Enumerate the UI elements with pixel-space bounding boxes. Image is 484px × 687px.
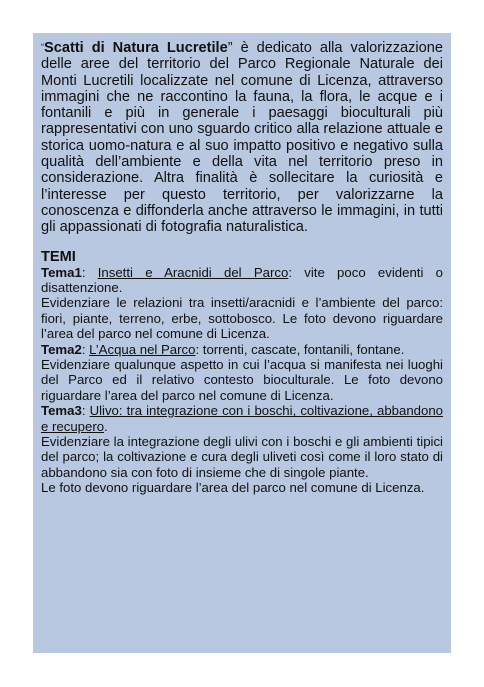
tema3-sep: : xyxy=(81,403,90,419)
open-quote: “ xyxy=(41,42,44,52)
tema2-body: Evidenziare qualunque aspetto in cui l’acqua si manifesta nei luoghi del Parco ed il relativo contesto bioculturale. Le foto devono riguardare l’area del parco nel comune di Licenza. xyxy=(41,357,443,403)
tema1-label: Tema1 xyxy=(41,264,82,280)
tema3-section xyxy=(41,403,443,495)
tema2-title: L’Acqua nel Parco xyxy=(89,341,196,357)
tema1-rest: : vite poco evidenti o disattenzione. xyxy=(41,264,443,295)
tema3-body: Evidenziare la integrazione degli ulivi con i boschi e gli ambienti tipici del parco; la coltivazione e cura degli uliveti così come il loro stato di abbandono sia con foto di insieme che di singole piante. xyxy=(41,434,443,480)
tema1-body: Evidenziare le relazioni tra insetti/aracnidi e l’ambiente del parco: fiori, piante, terreno, erbe, sottobosco. Le foto devono riguardare l’area del parco nel comune di Licenza. xyxy=(41,295,443,342)
tema1-heading xyxy=(41,265,443,296)
tema3-title: Ulivo: tra integrazione con i boschi, coltivazione, abbandono e recupero xyxy=(41,403,444,434)
tema2-heading xyxy=(41,342,443,357)
temi-heading: TEMI xyxy=(41,248,76,265)
tema1-title: Insetti e Aracnidi del Parco xyxy=(97,264,289,280)
contest-title: Scatti di Natura Lucretile xyxy=(44,40,228,56)
tema3-heading xyxy=(41,403,443,434)
tema2-label: Tema2 xyxy=(41,341,82,357)
tema2-section xyxy=(41,342,443,404)
tema1-section xyxy=(41,265,443,342)
tema2-rest: : torrenti, cascate, fontanili, fontane. xyxy=(195,341,405,357)
intro-paragraph xyxy=(41,39,443,236)
tema3-body-2: Le foto devono riguardare l’area del parco nel comune di Licenza. xyxy=(41,480,425,496)
intro-text: è dedicato alla valorizzazione delle aree del territorio del Parco Regionale Naturale dei Monti Lucretili localizzate nel comune di Licenza, attraverso immagini che ne raccontino la fauna, la flora, le acque e i fontanili e più in generale i paesaggi bioculturali più rappresentativi con uno sguardo critico alla relazione attuale e storica uomo-natura e al suo impatto positivo e negativo sulla qualità dell’ambiente e della vita nel territorio preso in considerazione. Altra finalità è sollecitare la curiosità e l’interesse per questo territorio, per valorizzarne la conoscenza e diffonderla anche attraverso le immagini, in tutti gli appassionati di fotografia naturalistica. xyxy=(41,40,443,236)
tema3-label: Tema3 xyxy=(41,403,82,419)
tema3-rest: . xyxy=(104,418,108,434)
close-quote: ” xyxy=(227,40,233,56)
tema2-sep: : xyxy=(81,341,90,357)
content-panel xyxy=(33,33,451,653)
tema1-sep: : xyxy=(81,264,98,280)
